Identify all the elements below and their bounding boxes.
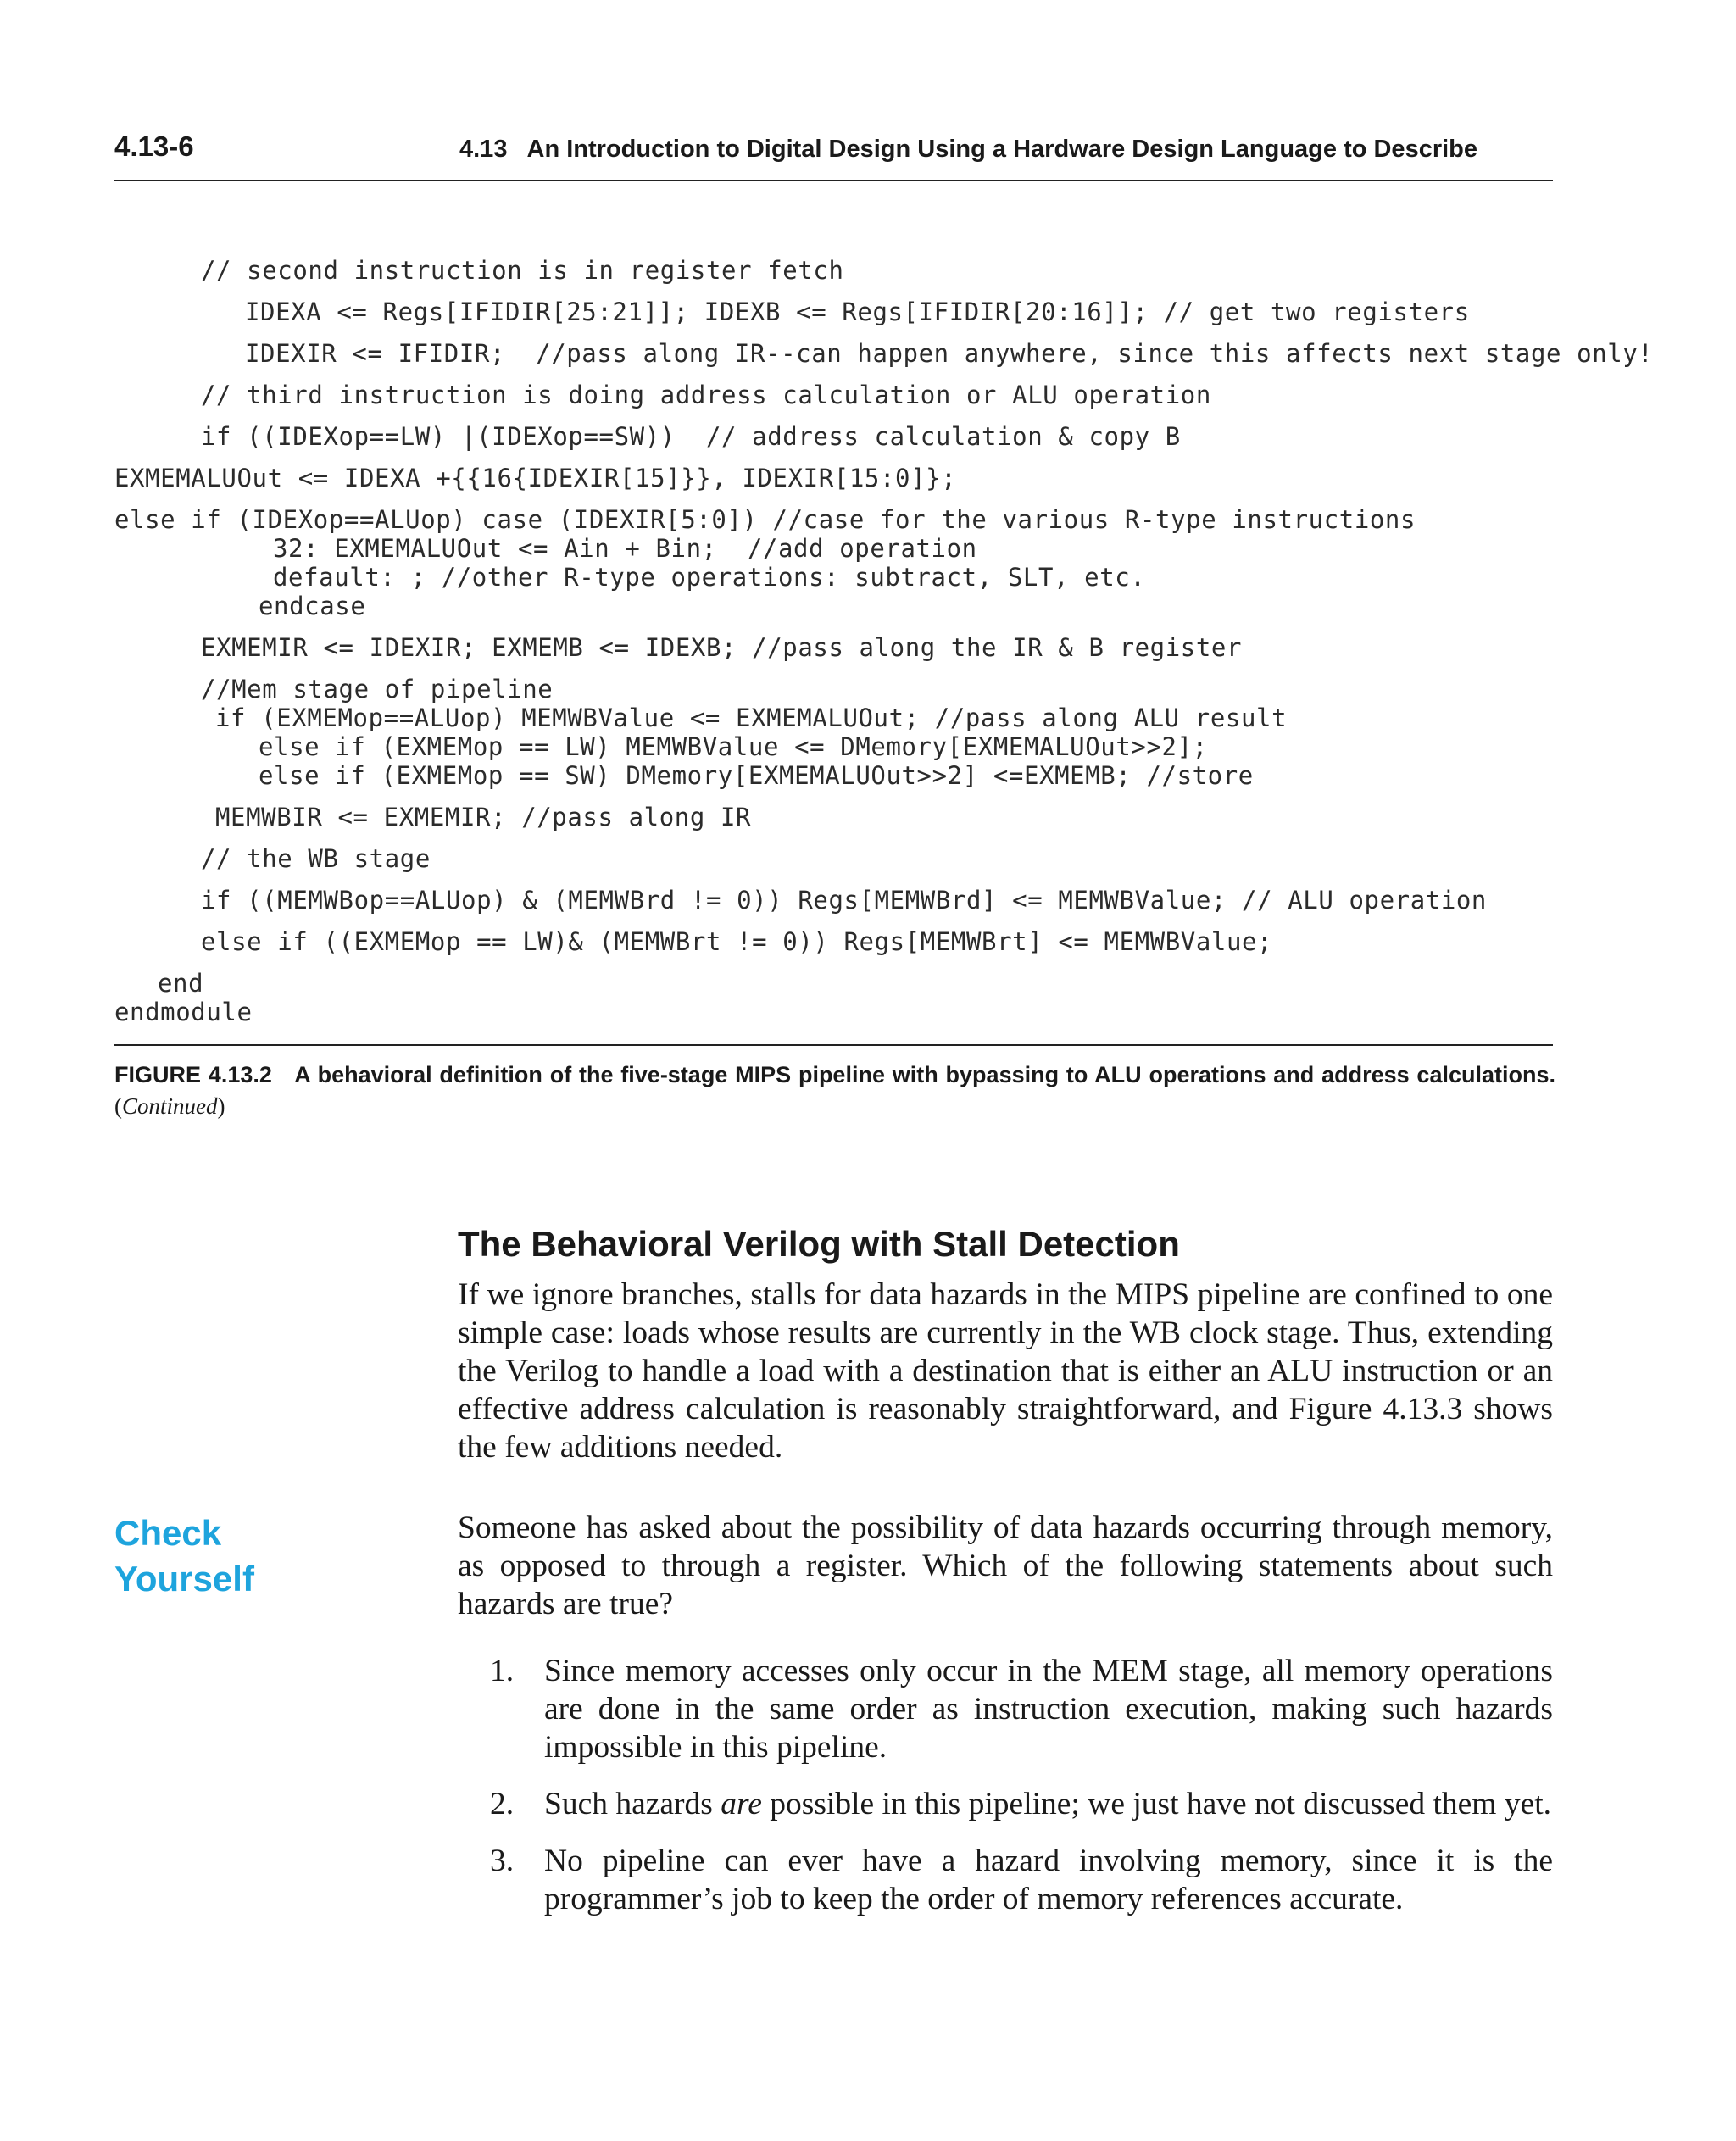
list-item: [490, 1785, 1553, 1823]
code-line: IDEXA <= Regs[IFIDIR[25:21]]; IDEXB <= Regs[IFIDIR[20:16]]; // get two registers: [245, 298, 1470, 326]
code-line: default: ; //other R-type operations: subtract, SLT, etc.: [273, 563, 1146, 592]
running-title: 4.13 An Introduction to Digital Design Using a Hardware Design Language to Describe: [459, 136, 1478, 163]
code-line: EXMEMALUOut <= IDEXA +{{16{IDEXIR[15]}}, IDEXIR[15:0]};: [114, 464, 957, 492]
figure-caption: FIGURE 4.13.2 A behavioral definition of the five-stage MIPS pipeline with bypassing to ALU operations and address calculations. (Continued): [114, 1062, 1555, 1119]
code-line: // second instruction is in register fetch: [201, 256, 844, 285]
code-line: else if (EXMEMop == SW) DMemory[EXMEMALUOut>>2] <=EXMEMB; //store: [259, 761, 1254, 790]
list-item-number: 3.: [490, 1843, 515, 1878]
check-yourself-title: [114, 1510, 254, 1602]
code-line: // the WB stage: [201, 844, 431, 873]
code-line: else if (IDEXop==ALUop) case (IDEXIR[5:0]) //case for the various R-type instructions: [114, 505, 1416, 534]
list-item: [490, 1842, 1553, 1918]
list-item-text: Since memory accesses only occur in the MEM stage, all memory operations are done in the same order as instruction execution, making such hazards impossible in this pipeline.: [544, 1654, 1553, 1765]
page-number: 4.13-6: [114, 131, 194, 162]
code-line: else if (EXMEMop == LW) MEMWBValue <= DMemory[EXMEMALUOut>>2];: [259, 732, 1208, 761]
code-line: endcase: [259, 592, 366, 620]
figure-label: FIGURE 4.13.2: [114, 1062, 272, 1087]
caption-rule: [114, 1044, 1553, 1046]
list-item: [490, 1652, 1553, 1766]
check-yourself-question: Someone has asked about the possibility of data hazards occurring through memory, as opposed to through a register. Which of the following statements about such hazards are true?: [458, 1510, 1553, 1621]
check-yourself-title-line2: Yourself: [114, 1559, 254, 1599]
section-heading: The Behavioral Verilog with Stall Detection: [458, 1224, 1180, 1264]
check-yourself-list: [490, 1652, 1553, 1918]
code-line: end: [158, 969, 204, 998]
code-line: IDEXIR <= IFIDIR; //pass along IR--can happen anywhere, since this affects next stage only!: [245, 339, 1654, 368]
code-line: EXMEMIR <= IDEXIR; EXMEMB <= IDEXB; //pass along the IR & B register: [201, 633, 1243, 662]
code-line: MEMWBIR <= EXMEMIR; //pass along IR: [215, 803, 752, 831]
check-yourself-title-line1: Check: [114, 1513, 222, 1553]
header-rule: [114, 180, 1553, 181]
code-line: //Mem stage of pipeline: [201, 675, 554, 703]
figure-caption-text: A behavioral definition of the five-stage MIPS pipeline with bypassing to ALU operations and address calculations.: [294, 1062, 1555, 1087]
code-line: else if ((EXMEMop == LW)& (MEMWBrt != 0)) Regs[MEMWBrt] <= MEMWBValue;: [201, 927, 1273, 956]
figure-continued: Continued: [122, 1093, 218, 1119]
list-item-number: 1.: [490, 1654, 515, 1688]
list-item-emphasis: are: [721, 1787, 762, 1821]
code-line: // third instruction is doing address calculation or ALU operation: [201, 381, 1211, 409]
list-item-text: No pipeline can ever have a hazard involving memory, since it is the programmer’s job to keep the order of memory references accurate.: [544, 1843, 1553, 1916]
code-line: if (EXMEMop==ALUop) MEMWBValue <= EXMEMALUOut; //pass along ALU result: [215, 703, 1288, 732]
code-line: endmodule: [114, 998, 253, 1026]
list-item-text-before: Such hazards: [544, 1787, 721, 1821]
code-line: if ((IDEXop==LW) |(IDEXop==SW)) // address calculation & copy B: [201, 422, 1181, 451]
list-item-text-after: possible in this pipeline; we just have not discussed them yet.: [761, 1787, 1552, 1821]
list-item-number: 2.: [490, 1787, 515, 1821]
section-paragraph: If we ignore branches, stalls for data hazards in the MIPS pipeline are confined to one simple case: loads whose results are currently in the WB clock stage. Thus, extending the Verilog to handle a load with a destination that is either an ALU instruction or an effective address calculation is reasonably straightforward, and Figure 4.13.3 shows the few additions needed.: [458, 1277, 1553, 1465]
code-line: if ((MEMWBop==ALUop) & (MEMWBrd != 0)) Regs[MEMWBrd] <= MEMWBValue; // ALU operation: [201, 886, 1487, 915]
code-line: 32: EXMEMALUOut <= Ain + Bin; //add operation: [273, 534, 977, 563]
